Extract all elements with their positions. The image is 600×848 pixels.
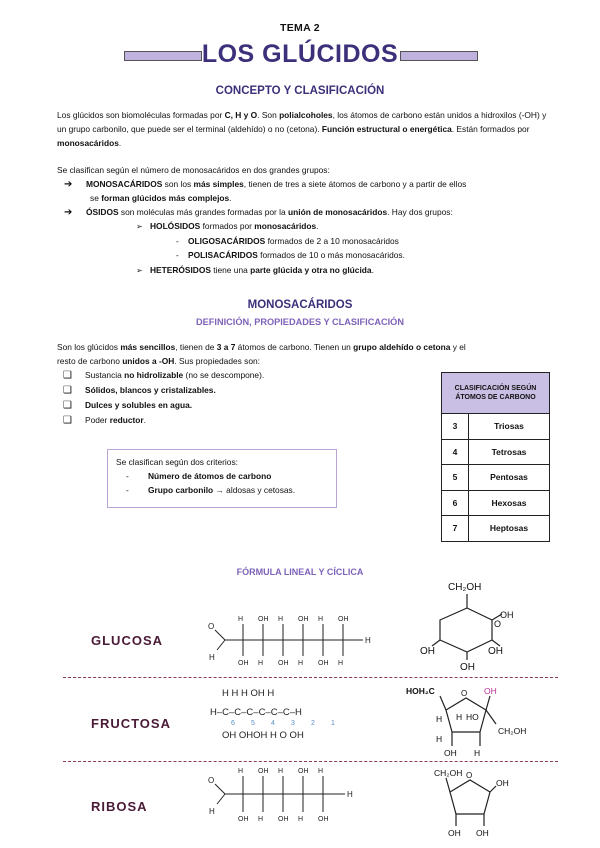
- substituent-label: H: [258, 816, 264, 823]
- checkbox-bullet-icon: ❑: [63, 370, 72, 381]
- checkbox-bullet-icon: ❑: [63, 385, 72, 396]
- concepto-heading: CONCEPTO Y CLASIFICACIÓN: [215, 85, 385, 97]
- arrow-icon: ➔: [64, 179, 73, 190]
- svg-text:H: H: [436, 714, 443, 724]
- list-item-polisacaridos: - POLISACÁRIDOS formados de 10 o más monosacáridos.: [176, 250, 405, 260]
- list-item-monosacaridos: ➔ MONOSACÁRIDOS son los más simples, tienen de tres a siete átomos de carbono y a partir de ellos: [64, 179, 467, 190]
- svg-text:H: H: [436, 734, 443, 744]
- fructosa-linear-formula: [210, 684, 370, 748]
- svg-text:OH: OH: [488, 646, 503, 657]
- list-item-heterosidos: ➢ HETERÓSIDOS tiene una parte glúcida y otra no glúcida.: [136, 263, 374, 278]
- glucosa-linear-formula: [205, 612, 375, 667]
- monosacaridos-subheading: DEFINICIÓN, PROPIEDADES Y CLASIFICACIÓN: [196, 317, 404, 327]
- table-row: 5 Pentosas: [442, 465, 550, 491]
- substituent-label: OH: [238, 816, 249, 823]
- svg-text:O: O: [461, 689, 468, 698]
- table-row: 6 Hexosas: [442, 490, 550, 516]
- monosacaridos-paragraph-line2: resto de carbono unidos a -OH. Sus propiedades son:: [57, 356, 260, 366]
- svg-text:4: 4: [271, 720, 275, 727]
- fructosa-ring-formula: [404, 684, 534, 760]
- clasificacion-intro: Se clasifican según el número de monosacáridos en dos grandes grupos:: [57, 165, 330, 175]
- svg-text:CH₂OH: CH₂OH: [498, 726, 527, 736]
- substituent-label: OH: [258, 768, 269, 775]
- monosacaridos-heading: MONOSACÁRIDOS: [247, 299, 353, 311]
- svg-text:H: H: [456, 712, 463, 722]
- prop-item: ❑ Sólidos, blancos y cristalizables.: [63, 385, 216, 396]
- svg-text:O: O: [208, 776, 215, 785]
- svg-text:CH₂OH: CH₂OH: [434, 768, 463, 778]
- substituent-label: H: [278, 616, 284, 623]
- substituent-label: H: [318, 616, 324, 623]
- svg-text:3: 3: [291, 720, 295, 727]
- table-row: 4 Tetrosas: [442, 439, 550, 465]
- criterio-item: - Grupo carbonilo → aldosas y cetosas.: [126, 485, 296, 495]
- svg-text:H: H: [347, 790, 353, 799]
- glucosa-ring-formula: [412, 578, 522, 673]
- substituent-label: H: [278, 768, 284, 775]
- svg-text:H: H: [209, 807, 215, 816]
- unit-label: TEMA 2: [280, 22, 320, 34]
- list-item-holosidos: ➢ HOLÓSIDOS formados por monosacáridos.: [136, 219, 319, 234]
- criterios-box: [107, 449, 337, 508]
- ribosa-label: RIBOSA: [91, 799, 148, 814]
- divider: [63, 761, 558, 762]
- prop-item: ❑ Sustancia no hidrolizable (no se descompone).: [63, 370, 265, 381]
- svg-text:H: H: [209, 653, 215, 662]
- list-item-oligosacaridos: - OLIGOSACÁRIDOS formados de 2 a 10 monosacáridos: [176, 236, 399, 246]
- divider: [63, 677, 558, 678]
- triangle-bullet-icon: ➢: [136, 266, 143, 275]
- svg-text:OH: OH: [484, 686, 497, 696]
- substituent-label: OH: [258, 616, 269, 623]
- prop-item: ❑ Poder reductor.: [63, 415, 146, 426]
- svg-text:H: H: [474, 748, 481, 758]
- substituent-label: H: [338, 660, 344, 667]
- checkbox-bullet-icon: ❑: [63, 415, 72, 426]
- concepto-paragraph: Los glúcidos son biomoléculas formadas por C, H y O. Son polialcoholes, los átomos de carbono están unidos a hidroxilos (-OH) y un grupo carbonilo, que puede ser el terminal (aldehído) o no (cetona). Función estructural o energética. Están formados por monosacáridos.: [57, 110, 547, 148]
- svg-text:OH OHOH H O OH: OH OHOH H O OH: [222, 730, 304, 741]
- table-header: CLASIFICACIÓN SEGÚN ÁTOMOS DE CARBONO: [442, 373, 550, 414]
- svg-text:6: 6: [231, 720, 235, 727]
- svg-text:O: O: [208, 622, 215, 631]
- page-title: LOS GLÚCIDOS: [201, 40, 399, 68]
- svg-text:OH: OH: [476, 828, 489, 838]
- table-row: 7 Heptosas: [442, 516, 550, 542]
- svg-text:O: O: [466, 771, 473, 780]
- substituent-label: OH: [338, 616, 349, 623]
- substituent-label: OH: [318, 660, 329, 667]
- substituent-label: H: [298, 660, 304, 667]
- substituent-label: H: [298, 816, 304, 823]
- svg-text:HOH₂C: HOH₂C: [406, 686, 435, 696]
- list-item-monosacaridos-cont: se forman glúcidos más complejos.: [90, 193, 232, 203]
- svg-text:OH: OH: [500, 610, 514, 620]
- svg-text:2: 2: [311, 720, 315, 727]
- svg-text:O: O: [494, 619, 502, 629]
- svg-text:OH: OH: [448, 828, 461, 838]
- glucosa-label: GLUCOSA: [91, 633, 163, 648]
- criterios-intro: Se clasifican según dos criterios:: [116, 457, 238, 467]
- arrow-icon: ➔: [64, 207, 73, 218]
- ribosa-linear-formula: [205, 764, 355, 824]
- svg-text:H: H: [365, 636, 371, 645]
- substituent-label: OH: [298, 616, 309, 623]
- substituent-label: OH: [298, 768, 309, 775]
- svg-text:OH: OH: [420, 646, 435, 657]
- table-row: 3 Triosas: [442, 414, 550, 440]
- clasificacion-table: [441, 372, 550, 542]
- svg-text:H–C–C–C–C–C–C–H: H–C–C–C–C–C–C–H: [210, 707, 302, 718]
- substituent-label: OH: [318, 816, 329, 823]
- ribosa-ring-formula: [430, 764, 510, 840]
- svg-text:OH: OH: [460, 662, 475, 673]
- substituent-label: H: [318, 768, 324, 775]
- substituent-label: H: [238, 616, 244, 623]
- substituent-label: OH: [278, 816, 289, 823]
- svg-text:1: 1: [331, 720, 335, 727]
- svg-text:OH: OH: [496, 778, 509, 788]
- monosacaridos-paragraph-line1: Son los glúcidos más sencillos, tienen de 3 a 7 átomos de carbono. Tienen un grupo aldehído o cetona y el: [57, 342, 466, 352]
- checkbox-bullet-icon: ❑: [63, 400, 72, 411]
- fructosa-label: FRUCTOSA: [91, 716, 171, 731]
- formula-heading: FÓRMULA LINEAL Y CÍCLICA: [236, 567, 364, 577]
- svg-text:H H H OH H: H H H OH H: [222, 688, 275, 699]
- svg-text:CH₂OH: CH₂OH: [448, 582, 482, 593]
- prop-item: ❑ Dulces y solubles en agua.: [63, 400, 193, 411]
- svg-text:OH: OH: [444, 748, 457, 758]
- substituent-label: OH: [278, 660, 289, 667]
- triangle-bullet-icon: ➢: [136, 222, 143, 231]
- substituent-label: OH: [238, 660, 249, 667]
- list-item-osidos: ➔ ÓSIDOS son moléculas más grandes formadas por la unión de monosacáridos. Hay dos grupos:: [64, 207, 453, 218]
- substituent-label: H: [238, 768, 244, 775]
- substituent-label: H: [258, 660, 264, 667]
- criterio-item: - Número de átomos de carbono: [126, 471, 272, 481]
- svg-text:5: 5: [251, 720, 255, 727]
- svg-text:HO: HO: [466, 712, 479, 722]
